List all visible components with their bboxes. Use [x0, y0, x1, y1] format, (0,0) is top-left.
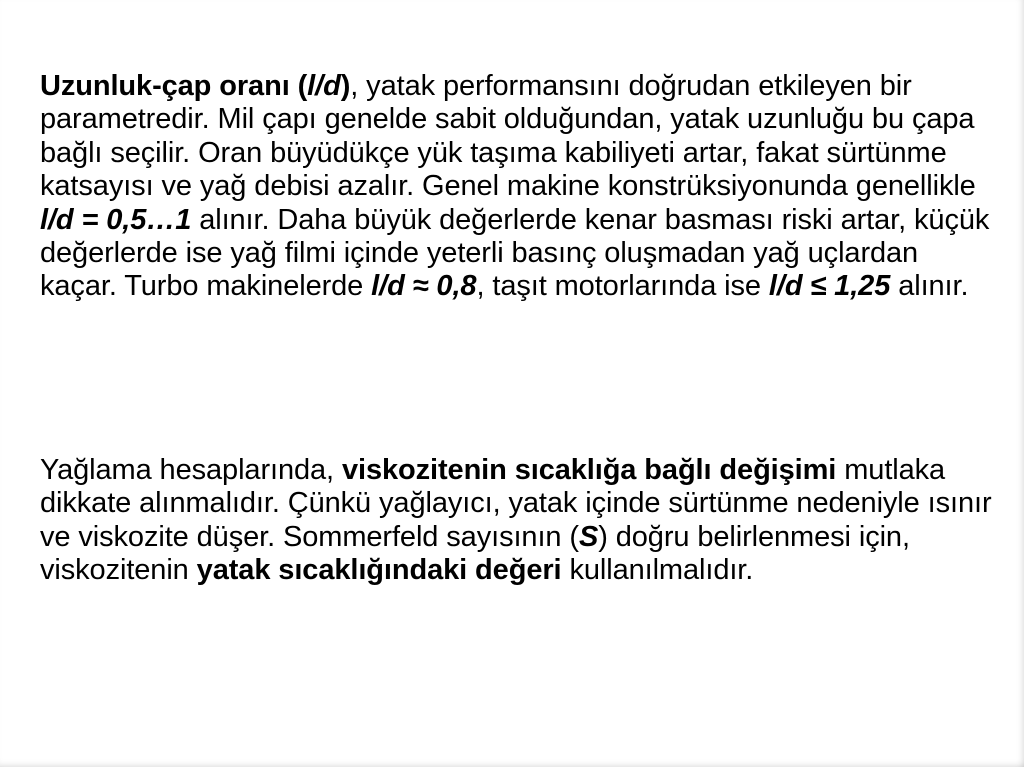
paragraph1-text-3: , taşıt motorlarında ise [476, 270, 769, 303]
paragraph1-text-1: , yatak performansını doğrudan etkileyen bir parametredir. Mil çapı genelde sabit olduğundan, yatak uzunluğu bu çapa bağlı seçilir. Oran büyüdükçe yük taşıma kabiliyeti artar, fakat sürtünme katsayısı ve yağ debisi azalır. Genel makine konstrüksiyonunda genellikle [40, 70, 976, 203]
turbo-ratio-value: l/d ≈ 0,8 [371, 270, 477, 303]
term-symbol: l/d [307, 70, 341, 102]
paragraph2-text-1: Yağlama hesaplarında, [40, 454, 342, 486]
term-length-diameter-ratio: Uzunluk-çap oranı ( [40, 70, 308, 102]
paragraph-viscosity [40, 454, 1000, 588]
term-close: ) [340, 70, 351, 102]
vehicle-ratio-value: l/d ≤ 1,25 [768, 270, 891, 303]
bearing-temperature-emphasis: yatak sıcaklığındaki değeri [196, 554, 562, 587]
paragraph1-text-2: alınır. Daha büyük değerlerde kenar basması riski artar, küçük değerlerde ise yağ filmi içinde yeterli basınç oluşmadan yağ uçlardan kaçar. Turbo makinelerde [40, 203, 990, 303]
viscosity-temperature-emphasis: viskozitenin sıcaklığa bağlı değişimi [341, 454, 837, 486]
paragraph2-text-4: kullanılmalıdır. [561, 554, 754, 587]
paragraph2-text-3: ) doğru belirlenmesi için, viskozitenin [40, 520, 910, 587]
paragraph2-text-2: mutlaka dikkate alınmalıdır. Çünkü yağlayıcı, yatak içinde sürtünme nedeniyle ısınır ve viskozite düşer. Sommerfeld sayısının ( [40, 454, 992, 553]
paragraph1-text-4: alınır. [890, 270, 969, 303]
sommerfeld-symbol: S [578, 520, 599, 553]
ratio-range: l/d = 0,5…1 [40, 203, 192, 236]
paragraph-length-diameter-ratio [40, 70, 1000, 304]
